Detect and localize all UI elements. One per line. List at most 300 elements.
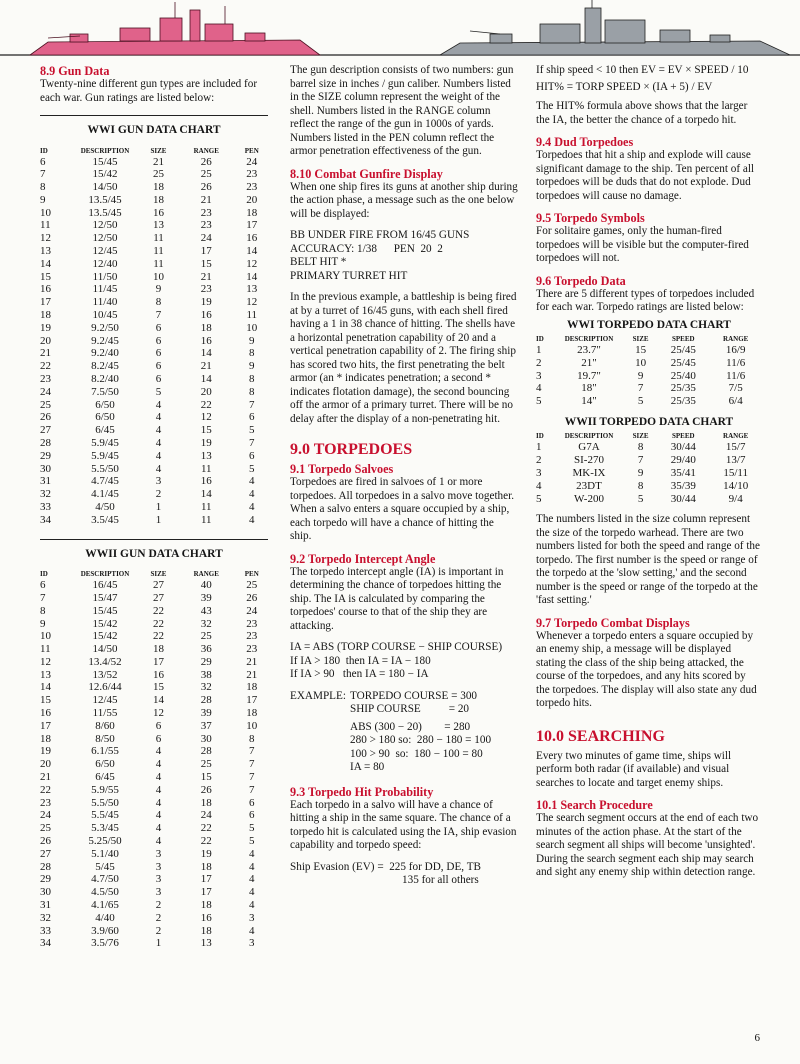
cell-last: 14/10 [723,479,749,492]
table-row [40,322,268,335]
cell-size: 9 [155,283,162,296]
section-heading-8-9: 8.9 Gun Data [40,64,110,78]
table-row [40,656,268,669]
cell-last: 12 [246,296,258,309]
cell-size: 4 [155,758,162,771]
cell-description: 3.5/76 [91,937,119,950]
cell-range-or-speed: 16 [200,334,212,347]
cell-size: 16 [152,668,164,681]
cell-id: 22 [40,360,51,373]
cell-range-or-speed: 29 [200,655,212,668]
col-range: RANGE [193,570,219,579]
table-row [40,822,268,835]
col-pen: PEN [244,570,259,579]
cell-size: 21 [152,155,164,168]
cell-id: 23 [40,373,51,386]
cell-range-or-speed: 30/44 [670,441,696,454]
cell-id: 33 [40,501,51,514]
cell-size: 8 [155,296,162,309]
cell-description: 6/50 [95,758,115,771]
cell-last: 24 [246,604,258,617]
cell-range-or-speed: 11 [200,513,212,526]
message-line: PRIMARY TURRET HIT [290,269,408,282]
cell-last: 4 [249,475,255,488]
table-row [40,592,268,605]
table-row [536,357,762,370]
cell-description: 12/40 [92,257,118,270]
wwi-torpedo-chart-title: WWI TORPEDO DATA CHART [567,318,731,331]
cell-id: 6 [40,155,46,168]
table-row [40,605,268,618]
cell-size: 4 [155,398,162,411]
cell-size: 25 [152,168,164,181]
cell-size: 4 [155,796,162,809]
section-heading-9-1: 9.1 Torpedo Salvoes [290,462,394,476]
divider [40,115,268,116]
table-header-row [536,431,762,441]
cell-last: 9/4 [728,492,743,505]
cell-range-or-speed: 19 [200,847,212,860]
cell-description: 23.7" [577,344,601,356]
cell-description: G7A [578,441,600,454]
cell-id: 31 [40,899,51,912]
section-heading-9-0: 9.0 TORPEDOES [290,441,413,458]
table-row [40,156,268,169]
right-column [536,64,762,888]
section-heading-9-2: 9.2 Torpedo Intercept Angle [290,551,436,566]
searching-text: Every two minutes of game time, ships will perform both radar (if available) and visual searches to locate and target enemy ships. [536,749,732,789]
cell-last: 4 [249,886,255,899]
cell-range-or-speed: 30/44 [670,492,696,505]
cell-range-or-speed: 28 [200,694,212,707]
cell-last: 7 [249,771,255,784]
cell-range-or-speed: 18 [200,924,212,937]
table-row [40,669,268,682]
table-row [40,488,268,501]
cell-size: 18 [152,643,164,656]
cell-id: 11 [40,219,51,232]
cell-range-or-speed: 16 [200,475,212,488]
col-size: SIZE [632,335,649,343]
gunfire-example-explanation: In the previous example, a battleship is being fired at by a turret of 16/45 guns, with each shell fired having a 1 in 38 chance of hitting. The shells have a horizontal penetration capability of 20 and a vertical penetration capability of 2. The firing ship has scored two hits, the first penetrating the belt armor (an * indicates penetration; a second * indicates flotation damage), the second bouncing off the armor of a primary turret. There will be no delay after the display of a non-penetrating hit. [290,291,517,425]
cell-range-or-speed: 35/41 [670,467,696,480]
cell-id: 1 [536,441,542,454]
cell-id: 34 [40,513,51,526]
table-row [40,720,268,733]
cell-range-or-speed: 12 [200,411,212,424]
table-row [40,861,268,874]
section-heading-9-6: 9.6 Torpedo Data [536,273,626,288]
cell-id: 8 [40,604,46,617]
cell-range-or-speed: 21 [200,193,212,206]
table-row [40,207,268,220]
table-row [40,899,268,912]
cell-id: 7 [40,168,46,181]
cell-last: 5 [249,822,255,835]
cell-range-or-speed: 25/40 [670,369,696,382]
table-row [40,809,268,822]
wwii-torpedo-chart-title: WWII TORPEDO DATA CHART [564,415,734,428]
cell-size: 4 [155,745,162,758]
cell-last: 4 [249,924,255,937]
cell-id: 12 [40,232,51,245]
cell-size: 27 [152,591,164,604]
cell-description: 5.3/45 [91,822,119,835]
table-row [40,168,268,181]
cell-last: 7 [249,758,255,771]
cell-description: 6/45 [95,771,115,784]
cell-size: 7 [637,454,644,467]
cell-size: 8 [637,479,644,492]
col-description: DESCRIPTION [564,335,614,343]
cell-description: 15/45 [92,604,118,617]
table-row [40,411,268,424]
table-row [40,194,268,207]
cell-range-or-speed: 23 [200,283,212,296]
cell-last: 20 [246,193,258,206]
col-pen: PEN [244,146,259,155]
cell-description: 5.25/50 [88,835,122,848]
cell-id: 6 [40,579,46,592]
table-row [40,579,268,592]
cell-description: 11/55 [92,707,118,720]
cell-description: 13.5/45 [88,206,122,219]
col-size: SIZE [150,146,167,155]
cell-size: 9 [637,467,644,480]
cell-range-or-speed: 38 [200,668,212,681]
table-row [40,873,268,886]
cell-id: 9 [40,617,46,630]
cell-id: 9 [40,193,46,206]
cell-id: 32 [40,911,51,924]
cell-size: 6 [155,334,162,347]
formula-line: If IA > 180 then IA = IA − 180 [290,654,431,667]
example-line: 280 > 180 so: 280 − 180 = 100 [350,734,492,746]
cell-size: 4 [155,437,162,450]
cell-description: 15/45 [92,155,118,168]
cell-description: 21" [581,356,597,369]
cell-description: 5/45 [95,860,115,873]
cell-id: 30 [40,886,51,899]
cell-id: 13 [40,668,51,681]
cell-id: 2 [536,356,542,369]
cell-range-or-speed: 23 [200,219,212,232]
cell-range-or-speed: 14 [200,488,212,501]
cell-range-or-speed: 30 [200,732,212,745]
table-row [40,771,268,784]
evasion-formula [290,861,518,888]
col-speed: SPEED [672,335,695,343]
col-range: RANGE [723,432,749,441]
cell-range-or-speed: 13 [200,449,212,462]
cell-id: 4 [536,382,542,395]
table-header-row [40,146,268,156]
cell-description: 14" [581,395,597,408]
col-id: ID [40,146,48,155]
table-row [40,258,268,271]
cell-last: 26 [246,591,258,604]
gun-data-intro: Twenty-nine different gun types are included for each war. Gun ratings are listed below: [40,78,258,104]
cell-range-or-speed: 17 [200,886,212,899]
cell-size: 2 [155,899,162,912]
cell-id: 27 [40,424,51,437]
cell-range-or-speed: 25 [200,168,212,181]
cell-size: 7 [637,382,644,395]
cell-description: 15/42 [92,617,118,630]
cell-last: 23 [246,617,258,630]
cell-last: 14 [246,245,258,258]
gun-description-text: The gun description consists of two numbers: gun barrel size in inches / gun caliber. Numbers listed in the SIZE column represent the weight of the shell. Numbers listed in the RANGE column reflect the range of the gun in 1000s of yards. Numbers listed in the PEN column reflect the armor penetration effectiveness of the gun. [290,64,514,157]
cell-range-or-speed: 23 [200,206,212,219]
cell-last: 6 [249,809,255,822]
cell-last: 18 [246,681,258,694]
table-row [40,848,268,861]
cell-description: 4/40 [95,911,115,924]
cell-size: 5 [637,492,644,505]
cell-size: 4 [155,835,162,848]
cell-size: 12 [152,707,164,720]
cell-range-or-speed: 26 [200,155,212,168]
cell-size: 13 [152,219,164,232]
col-description: DESCRIPTION [80,570,130,579]
table-row [536,493,762,506]
cell-id: 25 [40,398,51,411]
cell-size: 4 [155,424,162,437]
cell-description: 8.2/40 [91,373,119,386]
cell-description: 6.1/55 [91,745,119,758]
page-number: 6 [754,1032,760,1044]
table-row [536,395,762,408]
cell-id: 10 [40,206,51,219]
middle-column [290,64,518,888]
col-speed: SPEED [672,432,695,441]
cell-last: 23 [246,643,258,656]
cell-range-or-speed: 25/35 [670,382,696,395]
table-row [536,480,762,493]
example-label: EXAMPLE: [290,689,346,702]
table-row [40,309,268,322]
cell-last: 13/7 [725,454,746,467]
cell-description: 18" [581,382,597,395]
cell-size: 4 [155,411,162,424]
cell-id: 1 [536,344,542,356]
cell-id: 11 [40,643,51,656]
ia-formula [290,641,518,682]
cell-size: 22 [152,617,164,630]
cell-size: 2 [155,488,162,501]
cell-description: 8/60 [95,719,115,732]
cell-id: 10 [40,630,51,643]
cell-size: 1 [155,501,162,514]
cell-range-or-speed: 40 [200,579,212,592]
cell-id: 2 [536,454,542,467]
cell-size: 11 [153,257,164,270]
wwii-gun-table [40,569,268,950]
cell-description: 4.7/45 [91,475,119,488]
cell-last: 15/11 [723,467,749,480]
cell-range-or-speed: 22 [200,822,212,835]
table-row [40,784,268,797]
cell-description: 13.5/45 [88,193,122,206]
cell-id: 28 [40,437,51,450]
cell-description: 10/45 [92,309,118,322]
cell-range-or-speed: 15 [200,424,212,437]
cell-id: 12 [40,655,51,668]
cell-id: 29 [40,449,51,462]
section-heading-9-3: 9.3 Torpedo Hit Probability [290,784,434,799]
cell-description: 15/42 [92,630,118,643]
cell-id: 5 [536,395,542,408]
cell-size: 6 [155,321,162,334]
cell-id: 30 [40,462,51,475]
cell-description: 8.2/45 [91,360,119,373]
cell-id: 23 [40,796,51,809]
table-row [40,618,268,631]
col-description: DESCRIPTION [80,146,130,155]
cell-description: 14/50 [92,643,118,656]
cell-range-or-speed: 17 [200,873,212,886]
section-heading-9-5: 9.5 Torpedo Symbols [536,211,645,225]
ia-example [290,690,518,775]
cell-size: 6 [155,732,162,745]
cell-last: 7/5 [728,382,743,395]
cell-description: 5.5/45 [91,809,119,822]
cell-size: 8 [637,441,644,454]
section-heading-10-0: 10.0 SEARCHING [536,727,665,745]
cell-id: 3 [536,467,542,480]
cell-size: 4 [155,462,162,475]
cell-last: 13 [246,283,258,296]
table-row [536,370,762,383]
cell-range-or-speed: 22 [200,835,212,848]
cell-description: 12/50 [92,219,118,232]
table-row [40,283,268,296]
cell-range-or-speed: 15 [200,771,212,784]
col-range: RANGE [723,335,749,343]
wwii-torpedo-table [536,431,762,505]
cell-range-or-speed: 24 [200,232,212,245]
table-header-row [40,569,268,579]
wwii-gun-chart-title: WWII GUN DATA CHART [85,547,223,560]
cell-last: 6 [249,449,255,462]
torpedo-data-text: There are 5 different types of torpedoes included for each war. Torpedo ratings are listed below: [536,287,755,313]
cell-size: 6 [155,347,162,360]
col-range: RANGE [193,146,219,155]
section-heading-10-1: 10.1 Search Procedure [536,798,653,813]
cell-last: 18 [246,707,258,720]
table-header-row [536,334,762,344]
cell-last: 7 [249,745,255,758]
cell-last: 4 [249,873,255,886]
cell-id: 29 [40,873,51,886]
cell-size: 16 [152,206,164,219]
table-row [536,454,762,467]
cell-last: 11 [246,309,258,322]
example-line: IA = 80 [350,761,385,773]
example-line: TORPEDO COURSE = 300 [350,689,478,702]
cell-last: 4 [249,488,255,501]
cell-description: 3.5/45 [91,513,119,526]
cell-last: 4 [249,860,255,873]
cell-id: 17 [40,296,51,309]
cell-description: 7.5/50 [91,385,119,398]
cell-range-or-speed: 18 [200,899,212,912]
table-row [40,912,268,925]
table-row [40,733,268,746]
cell-last: 23 [246,168,258,181]
formula-line: HIT% = TORP SPEED × (IA + 5) / EV [536,80,713,93]
cell-id: 21 [40,771,51,784]
cell-size: 4 [155,783,162,796]
cell-last: 7 [249,398,255,411]
cell-size: 18 [152,181,164,194]
search-procedure-text: The search segment occurs at the end of each two minutes of the action phase. At the start of the search segment all ships will become 'unsighted'. During the search segment each ship may search and sight any enemy ship within detection range. [536,812,759,879]
cell-description: 13/52 [92,668,118,681]
cell-size: 5 [637,395,644,408]
cell-id: 15 [40,694,51,707]
cell-range-or-speed: 29/40 [670,454,696,467]
cell-id: 20 [40,334,51,347]
cell-last: 10 [246,719,258,732]
message-line: BB UNDER FIRE FROM 16/45 GUNS [290,229,470,241]
cell-range-or-speed: 26 [200,783,212,796]
cell-last: 18 [246,206,258,219]
cell-range-or-speed: 37 [200,719,212,732]
cell-id: 7 [40,591,46,604]
cell-description: 4.1/65 [91,899,119,912]
cell-id: 18 [40,732,51,745]
cell-size: 27 [152,579,164,592]
cell-size: 15 [635,344,647,356]
table-row [536,467,762,480]
cell-description: 5.9/55 [91,783,119,796]
table-row [40,245,268,258]
cell-range-or-speed: 17 [200,245,212,258]
cell-range-or-speed: 32 [200,681,212,694]
cell-description: 5.5/50 [91,462,119,475]
cell-size: 7 [155,309,162,322]
cell-last: 17 [246,219,258,232]
cell-id: 5 [536,492,542,505]
cell-last: 23 [246,630,258,643]
cell-range-or-speed: 21 [200,270,212,283]
cell-last: 5 [249,424,255,437]
cell-last: 9 [249,334,255,347]
cell-id: 28 [40,860,51,873]
table-row [536,344,762,357]
cell-description: 5.9/45 [91,437,119,450]
col-id: ID [536,335,544,343]
formula-line: IA = ABS (TORP COURSE − SHIP COURSE) [290,641,503,653]
cell-last: 6 [249,411,255,424]
cell-last: 23 [246,181,258,194]
cell-last: 16 [246,232,258,245]
intercept-angle-text: The torpedo intercept angle (IA) is important in determining the chance of torpedoes hitting the ship. The IA is calculated by comparing the torpedoes' course to that of the ship they are attacking. [290,565,504,632]
cell-description: 4.7/50 [91,873,119,886]
cell-size: 3 [155,860,162,873]
cell-size: 3 [155,847,162,860]
cell-last: 3 [249,911,255,924]
cell-size: 3 [155,873,162,886]
wwi-torpedo-table [536,334,762,408]
table-row [40,181,268,194]
table-row [40,835,268,848]
cell-size: 17 [152,655,164,668]
section-heading-9-4: 9.4 Dud Torpedoes [536,135,634,149]
cell-last: 21 [246,668,258,681]
cell-description: 15/47 [92,591,118,604]
cell-size: 6 [155,360,162,373]
